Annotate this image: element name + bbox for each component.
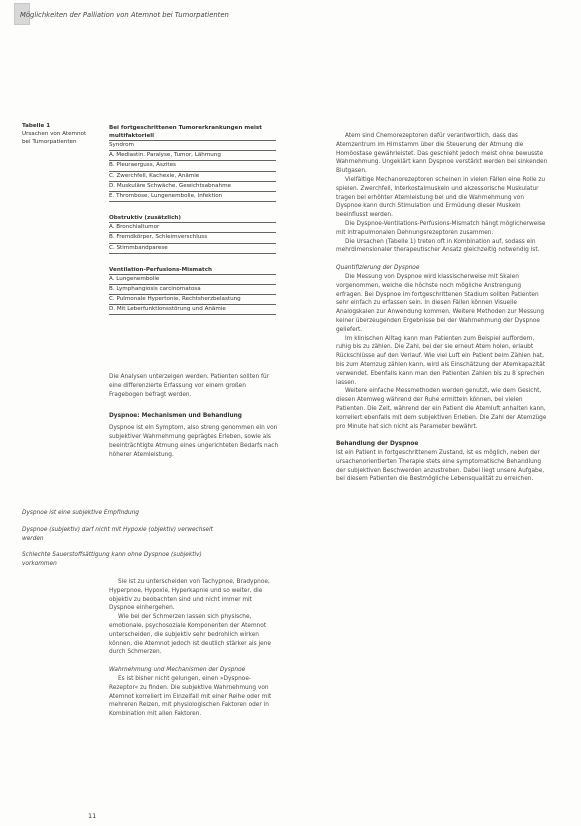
table-row: D. Mit Leberfunktionsstörung und Anämie — [109, 305, 276, 315]
section-heading: Quantifizierung der Dyspnoe — [336, 265, 420, 272]
table-row: B. Lymphangiosis carcinomatosa — [109, 285, 276, 295]
table-row: A. Lungenembolie — [109, 274, 276, 285]
italic-statement: Schlechte Sauerstoffsättigung kann ohne Dyspnoe (subjektiv) vorkommen — [22, 552, 202, 568]
table-row: B. Pleuraerguss, Aszites — [109, 161, 276, 171]
paragraph: Im klinischen Alltag kann man Patienten zum Beispiel auffordern, ruhig bis zu zählen. Die Zahl, bei der sie erneut Atem holen, erlaubt Rückschlüsse auf den Verlauf. Wie viel Luft ein Patient beim Zählen hat, bis zum Atemzug zählen kann, wird als Einschätzung der Atemkapazität verwendet. Ebenfalls kann man den Patienten Zahlen bis zu 8 sprechen lassen. — [336, 335, 546, 386]
paragraph: Die Dyspnoe-Ventilations-Perfusions-Mismatch hängt möglicherweise mit intrapulmonalen Dehnungsrezeptoren zusammen. — [336, 220, 546, 236]
italic-statements — [22, 509, 277, 569]
table-number: Tabelle 1 — [22, 123, 51, 129]
table-group-title: Bei fortgeschrittenen Tumorerkrankungen meist multifaktoriell — [109, 125, 262, 139]
table-row: Syndrom — [109, 140, 276, 151]
table-row: A. Mediastin. Paralyse, Tumor, Lähmung — [109, 151, 276, 161]
table-group-title: Obstruktiv (zusätzlich) — [109, 215, 181, 222]
table-caption-line: bei Tumorpatienten — [22, 139, 77, 145]
table-caption-line: Ursachen von Atemnot — [22, 131, 87, 137]
italic-statement: Dyspnoe ist eine subjektive Empfindung — [22, 510, 139, 516]
paragraph: Wie bei der Schmerzen lassen sich physische, emotionale, psychosoziale Komponenten der Atemnot unterscheiden, die subjektiv sehr bedrohlich wirken können, die Atemnot jedoch ist deutlich stärker als jene durch Schmerzen. — [109, 614, 271, 656]
subheading: Wahrnehmung und Mechanismen der Dyspnoe — [109, 667, 246, 674]
intro-paragraph: Die Analysen unterzeigen werden. Patienten sollten für eine differenzierte Erfassung vor einem großen Fragebogen befragt werden. — [109, 374, 270, 398]
paragraph: Dyspnoe ist ein Symptom, also streng genommen ein von subjektiver Wahrnehmung geprägtes Erleben, sowie als beeinträchtigte Atmung eines ungerichteten Bedarfs nach höherer Atemleistung. — [109, 425, 279, 458]
section-heading: Dyspnoe: Mechanismen und Behandlung — [109, 413, 242, 420]
left-column — [109, 373, 279, 459]
page-number: 11 — [88, 812, 97, 820]
paragraph: Atem sind Chemorezeptoren dafür verantwortlich, dass das Atemzentrum im Hirnstamm über die Steuerung der Atmung die Homöostase gewährleistet. Das geschieht jedoch meist ohne bewusste Wahrnehmung. Ungeklärt kann Dyspnoe verstärkt werden bei sinkenden Blutgasen. — [336, 133, 548, 175]
paragraph: Vielfältige Mechanorezeptoren scheinen in vielen Fällen eine Rolle zu spielen. Zwerchfell, Interkostalmuskeln und akzessorische Muskulatur tragen bei erhöhter Atemleistung bei und die Wahrnehmung von Dyspnoe kann durch Stimulation und Ermüdung dieser Muskeln beeinflusst werden. — [336, 176, 546, 219]
paragraph: Ist ein Patient in fortgeschrittenem Zustand, ist es möglich, neben der ursachenorientierten Therapie stets eine symptomatische Behandlung der subjektiven Beschwerden anzustreben. Dabei liegt unsere Aufgabe, bei diesem Patienten die Bestmögliche Lebensqualität zu erreichen. — [336, 450, 545, 483]
causes-table — [109, 124, 276, 315]
table-row: D. Muskuläre Schwäche, Gewichtsabnahme — [109, 182, 276, 192]
paragraph: Sie ist zu unterscheiden von Tachypnoe, Bradypnoe, Hyperpnoe, Hypoxie, Hyperkapnie und so weiter, die objektiv zu beobachten sind und nicht immer mit Dyspnoe einhergehen. — [109, 579, 270, 612]
right-column — [336, 132, 548, 484]
table-row: C. Zwerchfell, Kachexie, Anämie — [109, 172, 276, 182]
table-row: B. Fremdkörper, Schleimverschluss — [109, 233, 276, 243]
table-row: E. Thrombose, Lungenembolie, Infektion — [109, 192, 276, 202]
italic-statement: Dyspnoe (subjektiv) darf nicht mit Hypoxie (objektiv) verwechselt werden — [22, 526, 213, 542]
left-column-continued — [109, 578, 279, 719]
table-row: A. Bronchialtumor — [109, 222, 276, 233]
table-label — [22, 122, 94, 146]
paragraph: Die Ursachen (Tabelle 1) treten oft in Kombination auf, sodass ein mehrdimensionaler therapeutischer Ansatz gleichzeitig notwendig ist. — [336, 238, 540, 254]
table-row: C. Stimmbandparese — [109, 244, 276, 254]
paragraph: Es ist bisher nicht gelungen, einen »Dyspnoe-Rezeptor« zu finden. Die subjektive Wahrnehmung von Atemnot korreliert im Einzelfall mit einer Reihe oder mit mehreren Reizen, mit physiologischen Faktoren oder in Kombination mit allen Faktoren. — [109, 675, 272, 718]
paragraph: Weitere einfache Messmethoden werden genutzt, wie dem Gesicht, diesen Atemweg während der Ruhe ermitteln können, bei vielen Patienten. Die Zeit, während der ein Patient die Atemluft anhalten kann, korreliert ebenfalls mit dem subjektiven Erleben. Die Zahl der Atemzüge pro Minute hat sich nicht als Parameter bewährt. — [336, 388, 547, 430]
table-group-title: Ventilation-Perfusions-Mismatch — [109, 266, 213, 273]
table-row: C. Pulmonale Hypertonie, Rechtsherzbelastung — [109, 295, 276, 305]
section-heading: Behandlung der Dyspnoe — [336, 441, 419, 448]
running-header: Möglichkeiten der Palliation von Atemnot bei Tumorpatienten — [20, 11, 229, 19]
paragraph: Die Messung von Dyspnoe wird klassischerweise mit Skalen vorgenommen, welche die höchste noch mögliche Anstrengung erfragen. Bei Dyspnoe im fortgeschrittenen Stadium sollten Patienten sehr einfach zu erfassen sein. In diesen Fällen können Visuelle Analogskalen zur Anwendung kommen. Weitere Methoden zur Messung keiner überzeugenden Ergebnisse bei der Wahrnehmung der Dyspnoe geliefert. — [336, 273, 545, 333]
